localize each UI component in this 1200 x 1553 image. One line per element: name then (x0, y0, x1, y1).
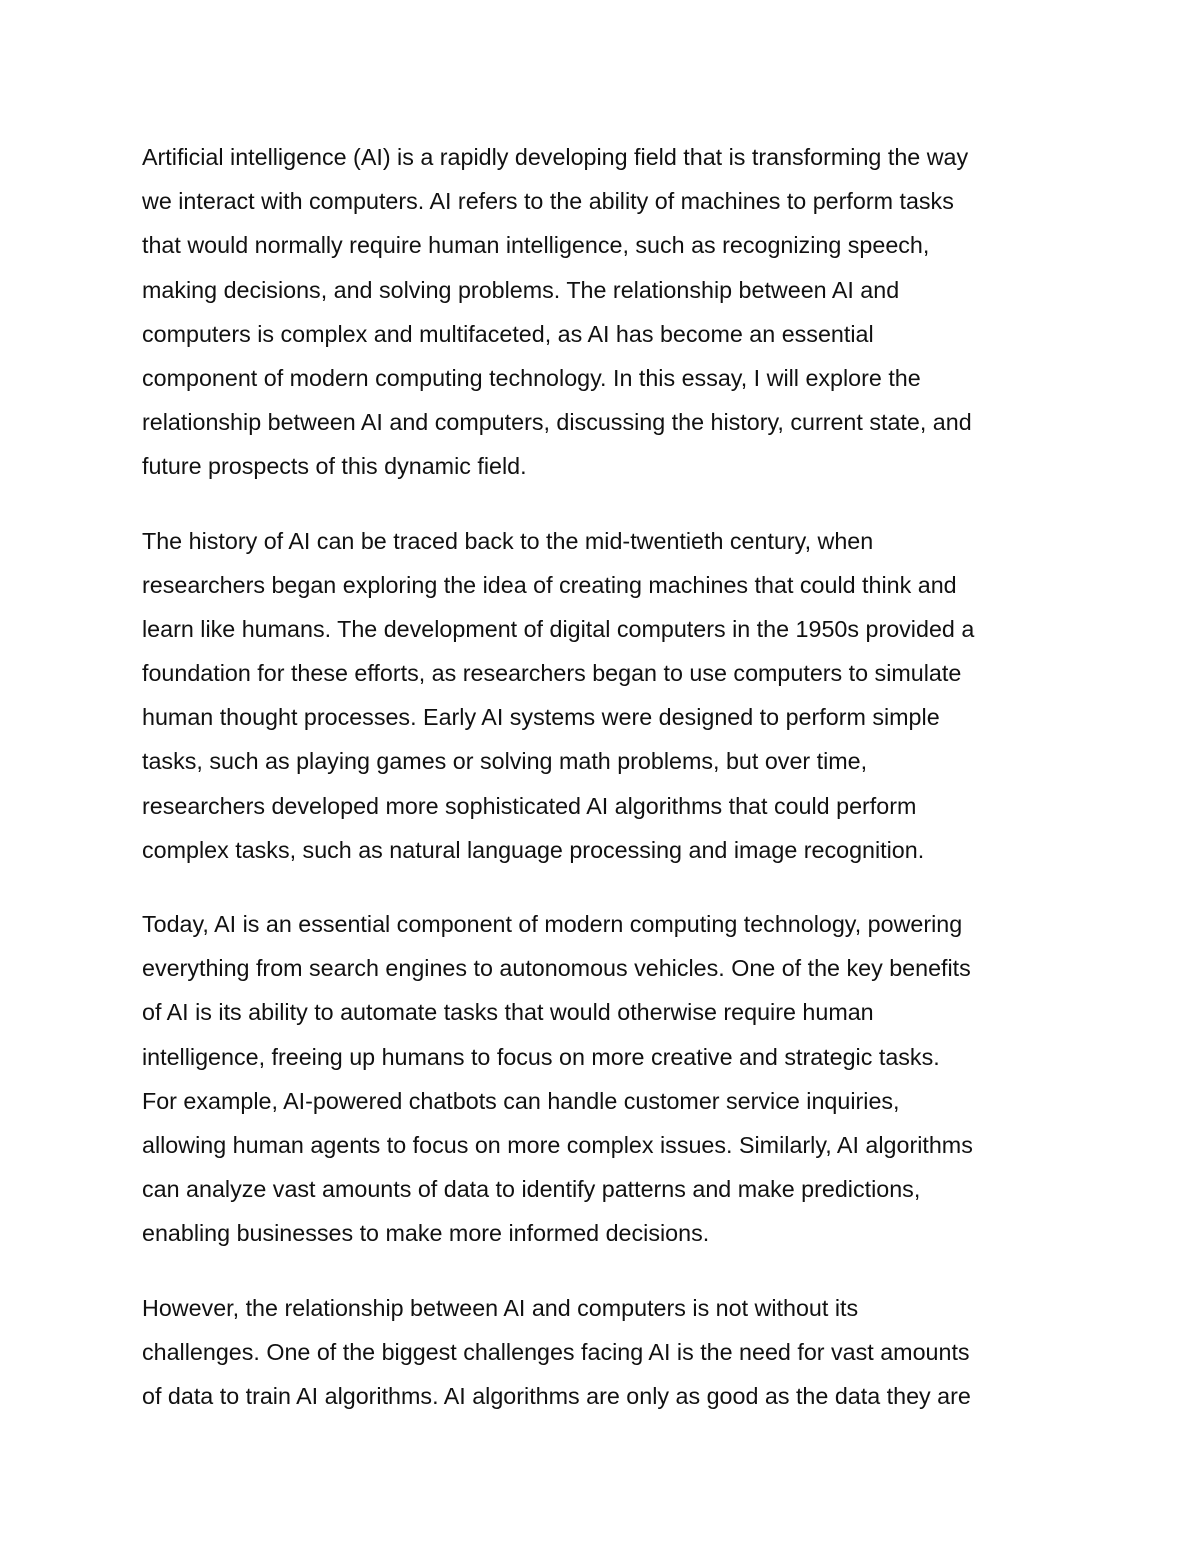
text-line: challenges. One of the biggest challenges facing AI is the need for vast amounts (142, 1338, 970, 1365)
text-line: tasks, such as playing games or solving math problems, but over time, (142, 748, 868, 775)
paragraph-challenges (142, 1286, 1067, 1419)
text-line: intelligence, freeing up humans to focus on more creative and strategic tasks. (142, 1043, 940, 1070)
text-line: human thought processes. Early AI systems were designed to perform simple (142, 704, 940, 731)
text-line: learn like humans. The development of digital computers in the 1950s provided a (142, 615, 975, 642)
paragraph-today (142, 902, 1067, 1256)
text-line: of AI is its ability to automate tasks that would otherwise require human (142, 999, 874, 1026)
paragraph-history (142, 519, 1067, 873)
document-body (142, 135, 1067, 1448)
text-line: component of modern computing technology. In this essay, I will explore the (142, 364, 921, 391)
text-line: we interact with computers. AI refers to the ability of machines to perform tasks (142, 188, 954, 215)
text-line: enabling businesses to make more informed decisions. (142, 1220, 710, 1247)
text-line: complex tasks, such as natural language processing and image recognition. (142, 836, 925, 863)
paragraph-intro (142, 135, 1067, 489)
text-line: researchers began exploring the idea of creating machines that could think and (142, 571, 957, 598)
text-line: allowing human agents to focus on more complex issues. Similarly, AI algorithms (142, 1131, 973, 1158)
text-line: making decisions, and solving problems. The relationship between AI and (142, 276, 900, 303)
text-line: For example, AI-powered chatbots can handle customer service inquiries, (142, 1087, 900, 1114)
text-line: foundation for these efforts, as researchers began to use computers to simulate (142, 660, 962, 687)
text-line: of data to train AI algorithms. AI algorithms are only as good as the data they are (142, 1382, 971, 1409)
text-line: relationship between AI and computers, discussing the history, current state, and (142, 409, 972, 436)
text-line: researchers developed more sophisticated AI algorithms that could perform (142, 792, 917, 819)
text-line: computers is complex and multifaceted, as AI has become an essential (142, 320, 874, 347)
text-line: Today, AI is an essential component of modern computing technology, powering (142, 911, 963, 937)
text-line: everything from search engines to autonomous vehicles. One of the key benefits (142, 955, 971, 982)
text-line: The history of AI can be traced back to the mid-twentieth century, when (142, 527, 874, 554)
text-line: future prospects of this dynamic field. (142, 453, 527, 480)
text-line: that would normally require human intelligence, such as recognizing speech, (142, 232, 930, 259)
text-line: However, the relationship between AI and computers is not without its (142, 1294, 859, 1321)
text-line: Artificial intelligence (AI) is a rapidly developing field that is transforming the way (142, 144, 969, 170)
text-line: can analyze vast amounts of data to identify patterns and make predictions, (142, 1176, 921, 1203)
